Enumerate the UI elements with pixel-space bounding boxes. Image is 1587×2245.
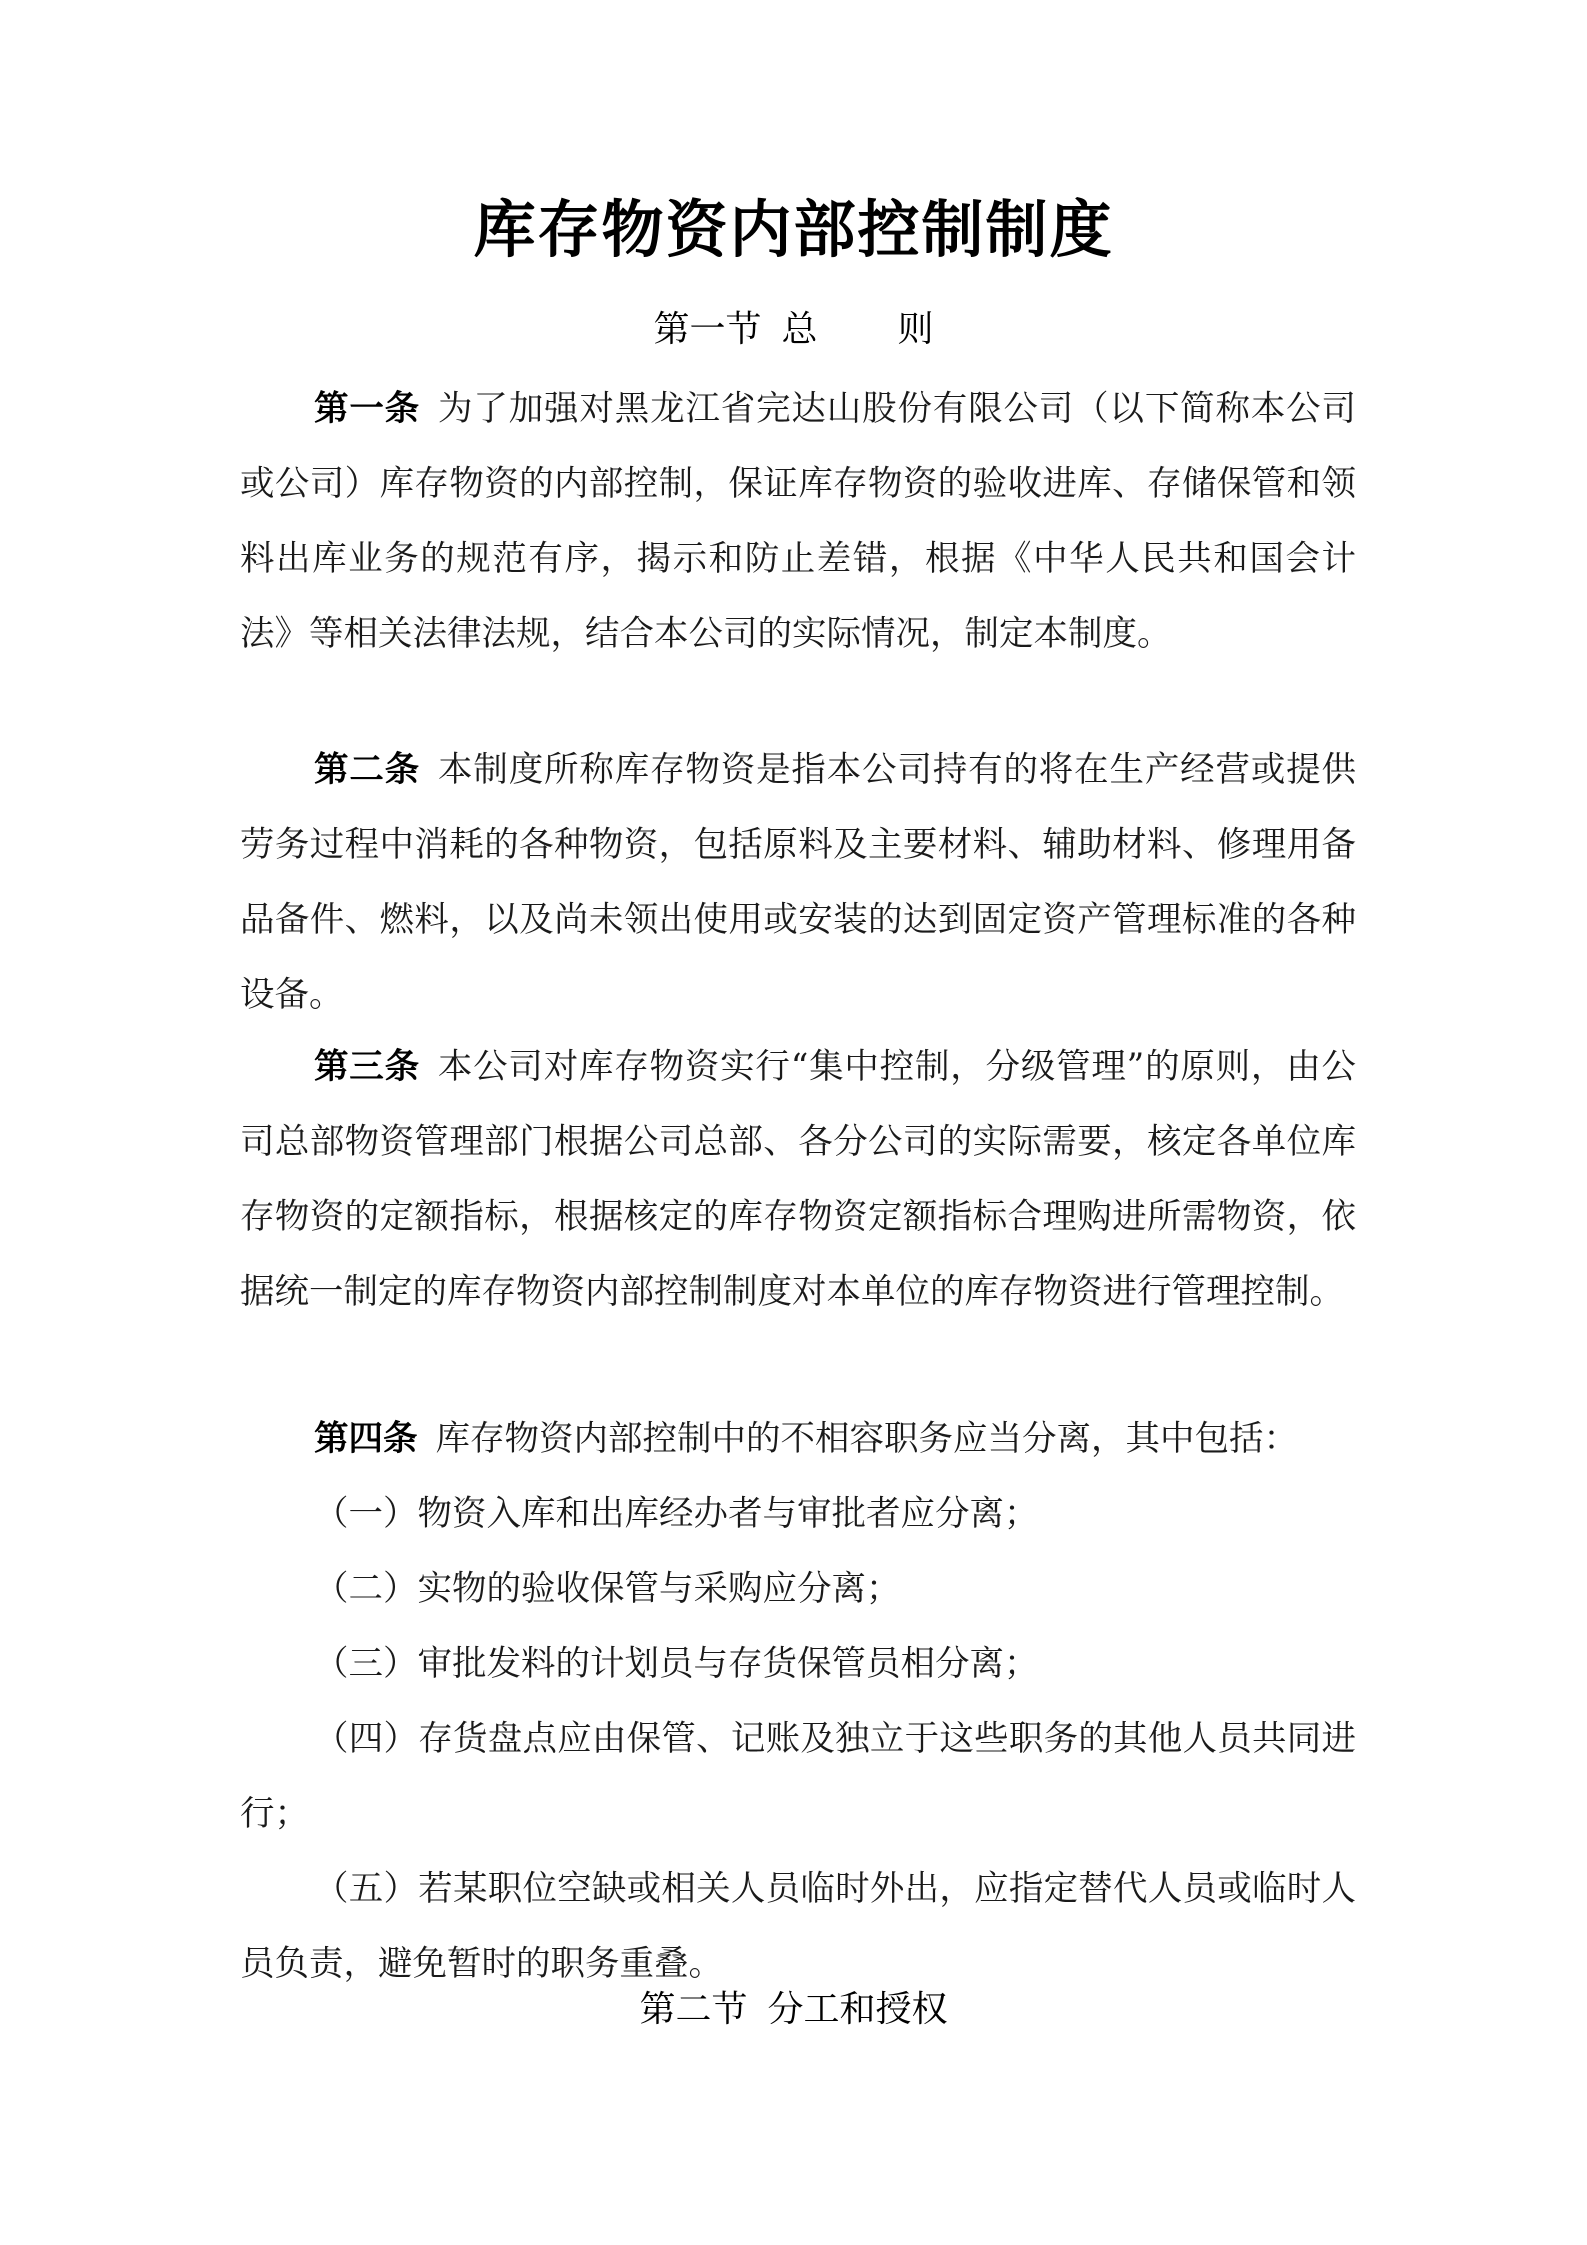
section-number: 第一节	[653, 309, 762, 350]
article-number: 第二条	[314, 750, 421, 790]
article-number: 第三条	[314, 1047, 420, 1087]
article-text: 库存物资内部控制中的不相容职务应当分离，其中包括：	[435, 1419, 1298, 1459]
section-heading-division-and-authorization	[0, 1985, 1587, 2035]
paragraph	[240, 1402, 1356, 1477]
section-name-part: 则	[897, 309, 934, 350]
paragraph	[240, 1030, 1356, 1330]
article-number: 第四条	[314, 1419, 418, 1459]
list-item: （一）物资入库和出库经办者与审批者应分离；	[314, 1494, 1039, 1534]
article-3	[240, 1030, 1356, 1330]
section-name-part: 总	[781, 309, 818, 350]
list-item: （四）存货盘点应由保管、记账及独立于这些职务的其他人员共同进行；	[240, 1719, 1356, 1834]
article-4	[240, 1402, 1356, 2002]
article-1	[240, 372, 1356, 672]
article-text: 本公司对库存物资实行“集中控制，分级管理”的原则，由公司总部物资管理部门根据公司总部、各分公司的实际需要，核定各单位库存物资的定额指标，根据核定的库存物资定额指标合理购进所需物资，依据统一制定的库存物资内部控制制度对本单位的库存物资进行管理控制。	[240, 1047, 1356, 1312]
list-item: （五）若某职位空缺或相关人员临时外出，应指定替代人员或临时人员负责，避免暂时的职务重叠。	[240, 1869, 1356, 1984]
article-2	[240, 733, 1356, 1033]
document-title: 库存物资内部控制制度	[473, 193, 1114, 266]
section-heading-general-provisions	[0, 305, 1587, 355]
section-number: 第二节	[639, 1989, 748, 2030]
article-number: 第一条	[314, 389, 421, 429]
section-name: 分工和授权	[767, 1989, 948, 2030]
article-text: 为了加强对黑龙江省完达山股份有限公司（以下简称本公司或公司）库存物资的内部控制，保证库存物资的验收进库、存储保管和领料出库业务的规范有序，揭示和防止差错，根据《中华人民共和国会计法》等相关法律法规，结合本公司的实际情况，制定本制度。	[240, 389, 1357, 654]
paragraph	[240, 372, 1356, 672]
list-item: （三）审批发料的计划员与存货保管员相分离；	[314, 1644, 1039, 1684]
list-item: （二）实物的验收保管与采购应分离；	[314, 1569, 901, 1609]
article-text: 本制度所称库存物资是指本公司持有的将在生产经营或提供劳务过程中消耗的各种物资，包括原料及主要材料、辅助材料、修理用备品备件、燃料，以及尚未领出使用或安装的达到固定资产管理标准的各种设备。	[240, 750, 1357, 1015]
paragraph	[240, 733, 1356, 1033]
